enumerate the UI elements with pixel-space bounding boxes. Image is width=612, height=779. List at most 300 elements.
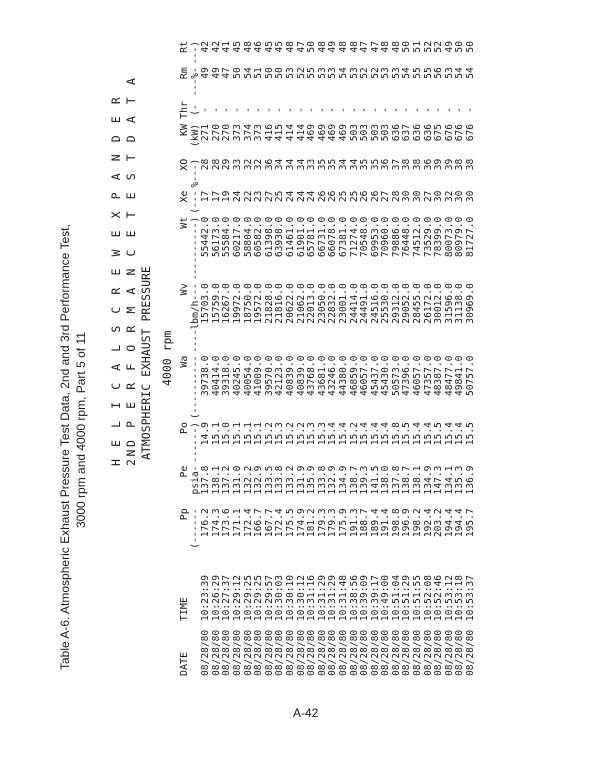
table-row-cell: 28 bbox=[210, 158, 222, 171]
table-row-cell: 38 bbox=[454, 158, 466, 171]
table-row-cell: 132.9 bbox=[253, 465, 265, 495]
table-row-cell: 137.8 bbox=[390, 465, 402, 495]
table-row-cell: 131.9 bbox=[295, 465, 307, 495]
rotated-table-block bbox=[52, 38, 612, 678]
table-row-cell: 21062.0 bbox=[295, 283, 307, 324]
table-row-cell: 10:23:39 bbox=[200, 574, 212, 622]
table-row-cell: 636 bbox=[422, 123, 434, 142]
table-row-cell: 25530.0 bbox=[380, 283, 392, 324]
table-row-cell: 63938.0 bbox=[274, 216, 286, 258]
table-row bbox=[286, 38, 297, 676]
table-row-cell: 469 bbox=[316, 123, 328, 142]
table-row-cell: - bbox=[210, 107, 222, 113]
table-row-cell: 37 bbox=[390, 158, 402, 171]
table-row-cell: 416 bbox=[263, 123, 275, 142]
table-row-cell: 47 bbox=[359, 41, 371, 53]
table-row-cell: 50573.0 bbox=[390, 355, 402, 397]
table-row-cell: 133.2 bbox=[284, 465, 296, 495]
table-row-cell: 175.5 bbox=[284, 508, 296, 538]
table-row-cell: 48 bbox=[316, 41, 328, 53]
table-row-cell: - bbox=[337, 107, 349, 113]
table-row-cell: 08/28/80 bbox=[327, 629, 339, 676]
table-row-cell: 25 bbox=[337, 190, 349, 203]
table-row-cell: 60217.0 bbox=[231, 216, 243, 258]
table-row-cell: 15.5 bbox=[433, 422, 445, 446]
table-row-cell: 21828.0 bbox=[263, 283, 275, 324]
table-row-cell: 15.3 bbox=[316, 422, 328, 446]
table-row-cell: 30012.0 bbox=[433, 283, 445, 324]
table-row-cell: 50 bbox=[306, 41, 318, 53]
page-number: A-42 bbox=[293, 706, 319, 720]
column-header-row-cell: TIME bbox=[179, 597, 190, 622]
table-row-cell: 48 bbox=[337, 41, 349, 53]
table-row bbox=[233, 38, 244, 676]
table-row-cell: 132.9 bbox=[327, 465, 339, 495]
column-header-row-cell: Po bbox=[179, 422, 190, 435]
table-row-cell: 26 bbox=[359, 190, 371, 203]
table-row-cell: 80073.0 bbox=[443, 216, 455, 258]
table-row-cell: 49841.0 bbox=[454, 355, 466, 397]
table-row-cell: 15.0 bbox=[221, 422, 233, 446]
table-row-cell: 35 bbox=[369, 158, 381, 171]
table-row-cell: 50 bbox=[274, 67, 286, 79]
table-row-cell: 22013.0 bbox=[306, 283, 318, 324]
units-row-cell: (---------- bbox=[189, 355, 201, 420]
table-row-cell: 10:49:00 bbox=[380, 574, 392, 622]
table-row-cell: 27 bbox=[263, 190, 275, 203]
table-row-cell: 414 bbox=[284, 123, 296, 142]
table-row-cell: 15759.0 bbox=[210, 283, 222, 324]
table-row-cell: 58804.0 bbox=[242, 216, 254, 258]
table-row-cell: 503 bbox=[369, 123, 381, 142]
table-row-cell: 29052.0 bbox=[401, 283, 413, 324]
table-row-cell: 10:53:37 bbox=[465, 574, 477, 622]
table-row-cell: 10:31:16 bbox=[306, 574, 318, 622]
table-row-cell: 61461.0 bbox=[284, 216, 296, 258]
table-row-cell: 74512.0 bbox=[412, 216, 424, 258]
table-row-cell: 53 bbox=[284, 67, 296, 79]
table-row-cell: 15.5 bbox=[401, 422, 413, 446]
table-row-cell: 14.9 bbox=[200, 422, 212, 446]
table-row-cell: 36 bbox=[380, 158, 392, 171]
table-row-cell: 10:39:09 bbox=[359, 574, 371, 622]
table-row-cell: - bbox=[327, 107, 339, 113]
table-row-cell: 40054.0 bbox=[242, 355, 254, 397]
table-row-cell: 10:31:48 bbox=[337, 574, 349, 622]
table-row-cell: 60582.0 bbox=[253, 216, 265, 258]
column-header-row-cell: DATE bbox=[179, 651, 190, 676]
table-row-cell: 34 bbox=[337, 158, 349, 171]
table-row-cell: - bbox=[200, 107, 212, 113]
table-row-cell: 76448.0 bbox=[401, 216, 413, 258]
table-row-cell: 24 bbox=[231, 190, 243, 203]
table-row-cell: - bbox=[253, 107, 265, 113]
table-row-cell: 203.2 bbox=[433, 508, 445, 538]
table-row-cell: 469 bbox=[327, 123, 339, 142]
table-row-cell: 42 bbox=[210, 41, 222, 53]
table-row-cell: 15.4 bbox=[359, 422, 371, 446]
table-row-cell: 08/28/80 bbox=[390, 629, 402, 676]
table-row-cell: 39318.0 bbox=[221, 355, 233, 397]
table-row bbox=[466, 38, 477, 676]
table-row-cell: 26172.0 bbox=[422, 283, 434, 324]
column-header-row-cell: XO bbox=[179, 158, 190, 171]
table-row-cell: 10:27:37 bbox=[221, 574, 233, 622]
table-row-cell: 69953.0 bbox=[369, 216, 381, 258]
table-row-cell: 138.7 bbox=[348, 465, 360, 495]
column-header-row-cell: Thr bbox=[179, 100, 190, 120]
table-row-cell: 19 bbox=[221, 190, 233, 203]
table-row-cell: 08/28/80 bbox=[253, 629, 265, 676]
table-row-cell: 08/28/80 bbox=[465, 629, 477, 676]
table-row-cell: 469 bbox=[337, 123, 349, 142]
table-row-cell: 08/28/80 bbox=[263, 629, 275, 676]
table-row-cell: 10:31:29 bbox=[327, 574, 339, 622]
units-row-cell: (- bbox=[189, 104, 201, 116]
table-row-cell: 08/28/80 bbox=[412, 629, 424, 676]
table-row-cell: 10:51:04 bbox=[390, 574, 402, 622]
table-row-cell: 53 bbox=[380, 67, 392, 79]
table-row-cell: 71274.0 bbox=[348, 216, 360, 258]
table-row-cell: 188.7 bbox=[359, 508, 371, 538]
table-row-cell: 132.2 bbox=[242, 465, 254, 495]
table-caption-line2: 3000 rpm and 4000 rpm, Part 5 of 11 bbox=[74, 332, 88, 528]
table-row-cell: - bbox=[306, 107, 318, 113]
table-row-cell: 08/28/80 bbox=[422, 629, 434, 676]
table-row-cell: 48477.0 bbox=[443, 355, 455, 397]
table-row-cell: 34 bbox=[274, 158, 286, 171]
column-header-row-cell: Wt bbox=[179, 216, 190, 229]
table-row-cell: 45430.0 bbox=[380, 355, 392, 397]
column-header-row-cell: Rm bbox=[179, 67, 190, 80]
table-row-cell: 139.3 bbox=[359, 465, 371, 495]
table-row-cell: 17 bbox=[210, 190, 222, 203]
table-row-cell: 42123.0 bbox=[274, 355, 286, 397]
table-row-cell: 270 bbox=[221, 123, 233, 142]
column-header-row-cell: Pe bbox=[179, 465, 190, 478]
table-row-cell: 10:52:46 bbox=[433, 574, 445, 622]
table-row-cell: 167.7 bbox=[263, 508, 275, 538]
table-row-cell: 54 bbox=[454, 67, 466, 79]
table-row-cell: 174.9 bbox=[295, 508, 307, 538]
table-row-cell: 138.1 bbox=[210, 465, 222, 495]
table-row-cell: 10:39:17 bbox=[369, 574, 381, 622]
table-row-cell: 131.0 bbox=[231, 465, 243, 495]
table-row-cell: 27 bbox=[380, 190, 392, 203]
table-row-cell: 138.1 bbox=[412, 465, 424, 495]
table-row-cell: 16267.0 bbox=[221, 283, 233, 324]
table-row-cell: - bbox=[295, 107, 307, 113]
table-row-cell: 66731.0 bbox=[316, 216, 328, 258]
table-row-cell: 271 bbox=[200, 123, 212, 142]
table-row-cell: 08/28/80 bbox=[231, 629, 243, 676]
table-row-cell: 54 bbox=[401, 67, 413, 79]
table-row-cell: 10:53:18 bbox=[454, 574, 466, 622]
table-row-cell: 39 bbox=[433, 158, 445, 171]
column-header-row-cell: Pp bbox=[179, 508, 190, 521]
table-row-cell: 175.9 bbox=[337, 508, 349, 538]
table-row-cell: 10:29:57 bbox=[263, 574, 275, 622]
table-row-cell: 78399.0 bbox=[433, 216, 445, 258]
table-row-cell: 08/28/80 bbox=[306, 629, 318, 676]
table-row-cell: 415 bbox=[274, 123, 286, 142]
table-row-cell: 503 bbox=[359, 123, 371, 142]
table-row-cell: 26 bbox=[316, 190, 328, 203]
table-row-cell: 55 bbox=[306, 67, 318, 79]
table-row-cell: 48387.0 bbox=[433, 355, 445, 397]
table-row-cell: 23001.0 bbox=[337, 283, 349, 324]
table-row-cell: 48 bbox=[348, 41, 360, 53]
table-row-cell: 414 bbox=[295, 123, 307, 142]
table-row-cell: - bbox=[263, 107, 275, 113]
table-row-cell: 15.2 bbox=[284, 422, 296, 446]
data-table bbox=[180, 38, 477, 676]
table-row-cell: 135.3 bbox=[454, 465, 466, 495]
table-row-cell: 179.3 bbox=[327, 508, 339, 538]
table-row-cell: 30 bbox=[401, 190, 413, 203]
table-row-cell: 48 bbox=[284, 41, 296, 53]
table-row-cell: 47 bbox=[295, 41, 307, 53]
table-row-cell: 20622.0 bbox=[284, 283, 296, 324]
table-row-cell: 48 bbox=[380, 41, 392, 53]
table-row-cell: 15.2 bbox=[295, 422, 307, 446]
table-row-cell: 30 bbox=[465, 190, 477, 203]
table-row-cell: 24414.0 bbox=[348, 283, 360, 324]
table-row-cell: 08/28/80 bbox=[242, 629, 254, 676]
table-row-cell: 31596.0 bbox=[443, 283, 455, 324]
table-row-cell: 10:51:29 bbox=[401, 574, 413, 622]
table-row-cell: 373 bbox=[253, 123, 265, 142]
table-row-cell: 138.7 bbox=[401, 465, 413, 495]
table-row-cell: - bbox=[348, 107, 360, 113]
table-row-cell: - bbox=[412, 107, 424, 113]
table-row-cell: 33 bbox=[231, 158, 243, 171]
table-row-cell: 675 bbox=[433, 123, 445, 142]
table-row-cell: 181.2 bbox=[306, 508, 318, 538]
table-row-cell: - bbox=[284, 107, 296, 113]
table-row-cell: 50 bbox=[231, 67, 243, 79]
table-row-cell: 55442.0 bbox=[200, 216, 212, 258]
column-header-row-cell: Wa bbox=[179, 355, 190, 368]
table-row-cell: 137.2 bbox=[221, 465, 233, 495]
table-row-cell: 52 bbox=[433, 41, 445, 53]
table-row-cell: 10:30:03 bbox=[274, 574, 286, 622]
table-row-cell: 08/28/80 bbox=[369, 629, 381, 676]
table-row-cell: 35 bbox=[359, 158, 371, 171]
table-row-cell: 35 bbox=[327, 158, 339, 171]
table-row-cell: 270 bbox=[210, 123, 222, 142]
table-row-cell: 133.8 bbox=[274, 465, 286, 495]
table-row-cell: 55 bbox=[412, 67, 424, 79]
table-row-cell: 50 bbox=[401, 41, 413, 53]
table-row-cell: 138.0 bbox=[380, 465, 392, 495]
table-row-cell: 42 bbox=[200, 41, 212, 53]
table-row-cell: 08/28/80 bbox=[221, 629, 233, 676]
table-row-cell: - bbox=[380, 107, 392, 113]
table-row-cell: 15.4 bbox=[337, 422, 349, 446]
table-row-cell: 54 bbox=[337, 67, 349, 79]
table-row-cell: 55584.0 bbox=[221, 216, 233, 258]
table-row-cell: 147.3 bbox=[433, 465, 445, 495]
table-row-cell: 49 bbox=[327, 41, 339, 53]
table-row-cell: 29 bbox=[221, 158, 233, 171]
table-row-cell: - bbox=[242, 107, 254, 113]
table-row-cell: 15.2 bbox=[263, 422, 275, 446]
table-row-cell: 135.9 bbox=[306, 465, 318, 495]
table-row-cell: 08/28/80 bbox=[433, 629, 445, 676]
table-row-cell: 49 bbox=[443, 41, 455, 53]
table-caption-line1: Table A-6. Atmospheric Exhaust Pressure Test Data, 2nd and 3rd Performance Test, bbox=[58, 224, 72, 670]
table-row-cell: 676 bbox=[454, 123, 466, 142]
table-row-cell: 65781.0 bbox=[306, 216, 318, 258]
table-row-cell: 636 bbox=[390, 123, 402, 142]
table-row-cell: 30969.0 bbox=[465, 283, 477, 324]
table-row-cell: 70548.0 bbox=[359, 216, 371, 258]
table-row-cell: 10:31:29 bbox=[316, 574, 328, 622]
table-row-cell: 50757.0 bbox=[465, 355, 477, 397]
table-row-cell: 51 bbox=[412, 41, 424, 53]
table-row-cell: 54 bbox=[242, 67, 254, 79]
table-row-cell: 08/28/80 bbox=[274, 629, 286, 676]
table-row-cell: 52 bbox=[359, 67, 371, 79]
table-row-cell: 43681.0 bbox=[316, 355, 328, 397]
table-row-cell: 61901.0 bbox=[295, 216, 307, 258]
table-row-cell: 15.3 bbox=[274, 422, 286, 446]
table-row-cell: 166.7 bbox=[253, 508, 265, 538]
table-row-cell: 15.2 bbox=[348, 422, 360, 446]
units-row-cell: %---) bbox=[189, 158, 201, 188]
units-row-cell: psia- bbox=[189, 465, 201, 495]
table-row-cell: 179.3 bbox=[316, 508, 328, 538]
table-row-cell: 191.4 bbox=[380, 508, 392, 538]
table-row-cell: 15.4 bbox=[422, 422, 434, 446]
table-row-cell: 469 bbox=[306, 123, 318, 142]
table-row-cell: 48 bbox=[390, 41, 402, 53]
table-row-cell: 40414.0 bbox=[210, 355, 222, 397]
table-row-cell: 15703.0 bbox=[200, 283, 212, 324]
table-row-cell: 15.1 bbox=[253, 422, 265, 446]
speed-label: 4000 rpm bbox=[160, 330, 174, 386]
table-row-cell: - bbox=[359, 107, 371, 113]
table-row-cell: 40839.0 bbox=[284, 355, 296, 397]
table-row-cell: 172.4 bbox=[242, 508, 254, 538]
table-row-cell: 503 bbox=[348, 123, 360, 142]
table-row-cell: - bbox=[369, 107, 381, 113]
table-row-cell: 80979.0 bbox=[454, 216, 466, 258]
table-row-cell: 46 bbox=[253, 41, 265, 53]
table-row-cell: 38 bbox=[465, 158, 477, 171]
table-row-cell: 10:30:12 bbox=[295, 574, 307, 622]
table-row-cell: 44380.0 bbox=[337, 355, 349, 397]
table-row-cell: - bbox=[422, 107, 434, 113]
table-row-cell: 134.9 bbox=[337, 465, 349, 495]
table-row-cell: 27 bbox=[422, 190, 434, 203]
table-row-cell: 676 bbox=[443, 123, 455, 142]
table-row-cell: 26 bbox=[369, 190, 381, 203]
table-row-cell: 38 bbox=[401, 158, 413, 171]
table-row-cell: - bbox=[443, 107, 455, 113]
table-row-cell: 49 bbox=[210, 67, 222, 79]
table-row-cell: 30 bbox=[433, 190, 445, 203]
table-row-cell: 08/28/80 bbox=[200, 629, 212, 676]
table-row-cell: 10:29:25 bbox=[253, 574, 265, 622]
column-header-row-cell: KW bbox=[179, 123, 190, 136]
table-row-cell: 43246.0 bbox=[327, 355, 339, 397]
table-row-cell: 52 bbox=[295, 67, 307, 79]
table-row-cell: 19572.0 bbox=[253, 283, 265, 324]
table-row-cell: 32 bbox=[242, 158, 254, 171]
table-row-cell: - bbox=[433, 107, 445, 113]
table-row-cell: 24516.0 bbox=[369, 283, 381, 324]
table-row-cell: 08/28/80 bbox=[380, 629, 392, 676]
table-row-cell: 198.8 bbox=[390, 508, 402, 538]
table-row-cell: 10:30:10 bbox=[284, 574, 296, 622]
table-row-cell: 10:52:08 bbox=[422, 574, 434, 622]
table-row-cell: 17 bbox=[200, 190, 212, 203]
table-row-cell: 373 bbox=[231, 123, 243, 142]
table-row-cell: 15.5 bbox=[465, 422, 477, 446]
table-row-cell: 38 bbox=[412, 158, 424, 171]
table-row-cell: 26 bbox=[327, 190, 339, 203]
table-row-cell: 47 bbox=[221, 67, 233, 79]
table-row-cell: 46859.0 bbox=[348, 355, 360, 397]
table-row-cell: 50 bbox=[454, 41, 466, 53]
table-row-cell: 50 bbox=[263, 67, 275, 79]
table-row-cell: 53 bbox=[390, 67, 402, 79]
table-row-cell: 23050.0 bbox=[316, 283, 328, 324]
table-row-cell: 22832.0 bbox=[327, 283, 339, 324]
table-row-cell: 15.4 bbox=[443, 422, 455, 446]
table-row-cell: 39 bbox=[443, 158, 455, 171]
table-row-cell: 81727.0 bbox=[465, 216, 477, 258]
table-row-cell: 172.4 bbox=[274, 508, 286, 538]
heading-line3: ATMOSPHERIC EXHAUST PRESSURE bbox=[139, 266, 153, 460]
table-row-cell: 22 bbox=[242, 190, 254, 203]
heading-line1: H E L I C A L S C R E W E X P A N D E R bbox=[109, 94, 123, 466]
table-row-cell: 49 bbox=[200, 67, 212, 79]
table-row-cell: - bbox=[316, 107, 328, 113]
table-row-cell: 15.4 bbox=[412, 422, 424, 446]
table-row-cell: 18750.0 bbox=[242, 283, 254, 324]
table-row-cell: 198.2 bbox=[412, 508, 424, 538]
table-row-cell: 15.8 bbox=[390, 422, 402, 446]
table-row-cell: 52 bbox=[422, 41, 434, 53]
table-row-cell: 133.8 bbox=[316, 465, 328, 495]
table-row-cell: 134.9 bbox=[422, 465, 434, 495]
table-row-cell: 39570.0 bbox=[263, 355, 275, 397]
table-row-cell: 79886.0 bbox=[390, 216, 402, 258]
table-row-cell: - bbox=[390, 107, 402, 113]
table-row-cell: 136.9 bbox=[465, 465, 477, 495]
table-row-cell: 08/28/80 bbox=[284, 629, 296, 676]
table-row-cell: 28 bbox=[390, 190, 402, 203]
table-row-cell: 134.1 bbox=[443, 465, 455, 495]
table-row-cell: 53 bbox=[327, 67, 339, 79]
table-row-cell: 15.3 bbox=[306, 422, 318, 446]
table-row-cell: 45 bbox=[231, 41, 243, 53]
units-row-cell: ---) bbox=[189, 41, 201, 65]
units-row-cell: (--- bbox=[189, 190, 201, 214]
table-row-cell: 24491.0 bbox=[359, 283, 371, 324]
table-row-cell: - bbox=[274, 107, 286, 113]
table-row-cell: 34 bbox=[295, 158, 307, 171]
table-row-cell: 191.3 bbox=[348, 508, 360, 538]
table-row-cell: 36 bbox=[263, 158, 275, 171]
table-row-cell: - bbox=[401, 107, 413, 113]
table-row-cell: 45 bbox=[263, 41, 275, 53]
table-row-cell: 39738.0 bbox=[200, 355, 212, 397]
table-row-cell: 137.8 bbox=[200, 465, 212, 495]
